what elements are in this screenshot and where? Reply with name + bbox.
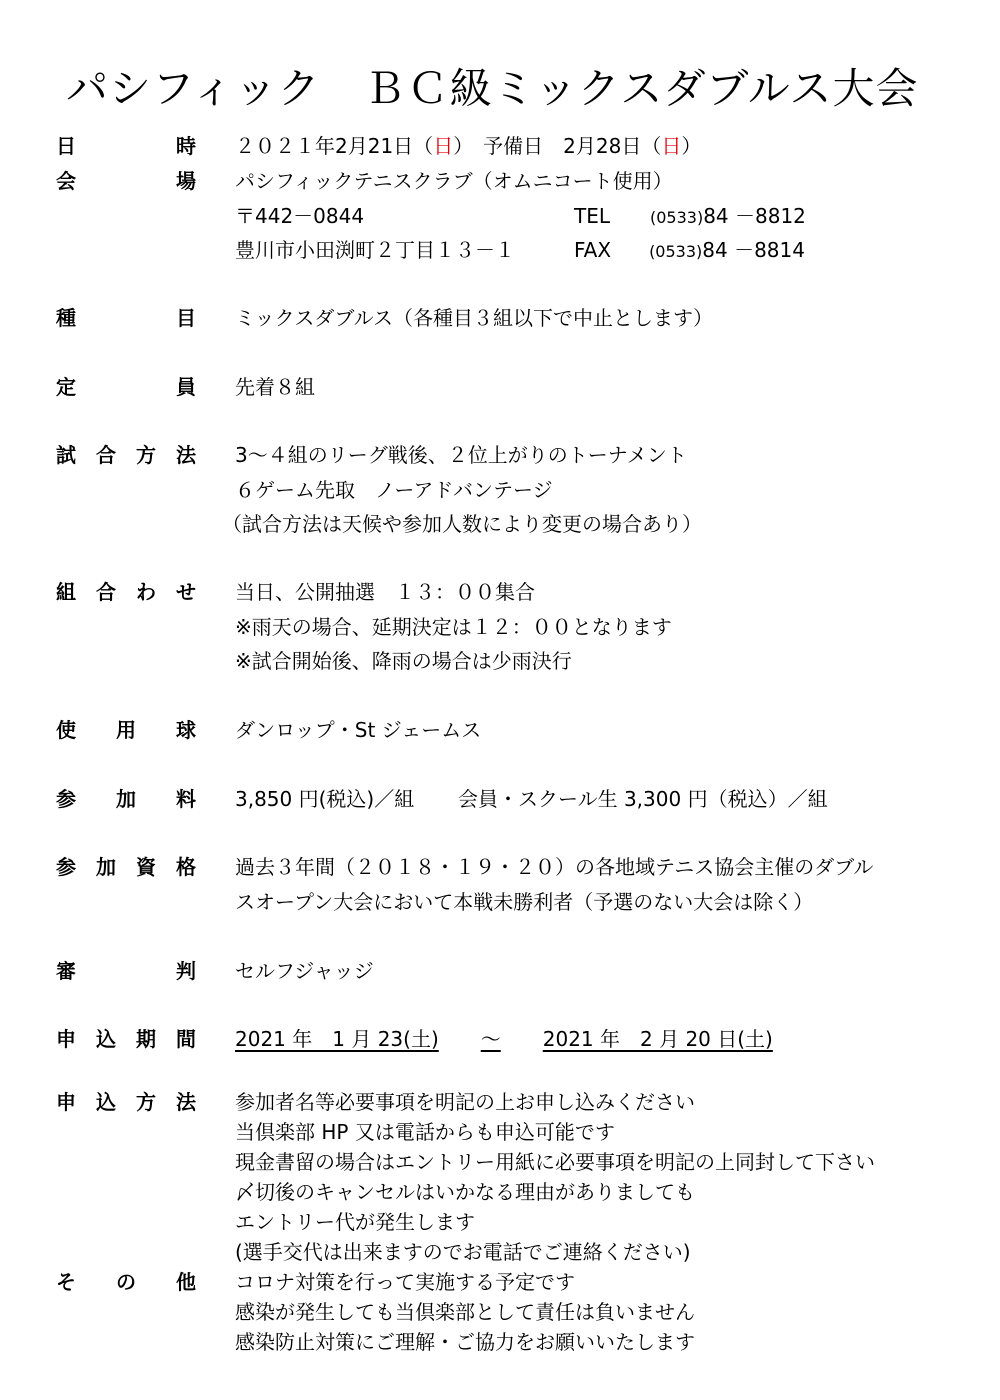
venue-tel: TEL (0533)84 －8812 (574, 204, 806, 228)
other-label: そ の 他 (56, 1270, 196, 1294)
capacity-label: 定 員 (56, 375, 196, 399)
eligibility-line: 過去３年間（２０１８・１９・２０）の各地域テニス協会主催のダブル (235, 855, 874, 879)
draw-line: ※雨天の場合、延期決定は１２：００となります (235, 615, 672, 639)
event-label: 種 目 (56, 306, 196, 330)
eligibility-label: 参 加 資 格 (56, 855, 196, 879)
venue-postal: 〒442－0844 (235, 204, 365, 228)
other-line: コロナ対策を行って実施する予定です (235, 1270, 575, 1294)
method-line: 参加者名等必要事項を明記の上お申し込みください (235, 1090, 695, 1114)
method-line: (選手交代は出来ますのでお電話でご連絡ください) (235, 1240, 691, 1264)
referee-label: 審 判 (56, 959, 196, 983)
fee-general: 3,850 円(税込)／組 (235, 787, 415, 811)
referee-value: セルフジャッジ (235, 959, 374, 983)
capacity-value: 先着８組 (235, 375, 315, 399)
venue-address: 豊川市小田渕町２丁目１３－１ (235, 238, 515, 262)
event-value: ミックスダブルス（各種目３組以下で中止とします） (235, 306, 713, 330)
date-value: ２０２１年2月21日（日） 予備日 2月28日（日） (235, 134, 702, 158)
format-line: 3～４組のリーグ戦後、２位上がりのトーナメント (235, 443, 687, 467)
sunday-mark: 日 (433, 134, 454, 158)
ball-label: 使 用 球 (56, 718, 196, 742)
draw-label: 組 合 わ せ (56, 580, 196, 604)
period-value: 2021 年 1 月 23(土) ～ 2021 年 2 月 20 日(土) (235, 1027, 773, 1051)
method-line: エントリー代が発生します (235, 1210, 475, 1234)
draw-line: 当日、公開抽選 １３：００集合 (235, 580, 535, 604)
method-label: 申 込 方 法 (56, 1090, 196, 1114)
fee-label: 参 加 料 (56, 787, 196, 811)
period-label: 申 込 期 間 (56, 1027, 196, 1051)
venue-label: 会 場 (56, 169, 196, 193)
eligibility-line: スオープン大会において本戦未勝利者（予選のない大会は除く） (235, 890, 814, 914)
other-line: 感染防止対策にご理解・ご協力をお願いいたします (235, 1330, 695, 1354)
draw-line: ※試合開始後、降雨の場合は少雨決行 (235, 649, 572, 673)
venue-fax: FAX (0533)84 －8814 (574, 238, 805, 262)
fee-member: 会員・スクール生 3,300 円（税込）／組 (458, 787, 828, 811)
page-title: パシフィック ＢＣ級ミックスダブルス大会 (66, 64, 919, 113)
other-line: 感染が発生しても当倶楽部として責任は負いません (235, 1300, 695, 1324)
venue-name: パシフィックテニスクラブ（オムニコート使用） (235, 169, 673, 193)
method-line: 〆切後のキャンセルはいかなる理由がありましても (235, 1180, 695, 1204)
format-label: 試 合 方 法 (56, 443, 196, 467)
ball-value: ダンロップ・St ジェームス (235, 718, 482, 742)
sunday-mark: 日 (661, 134, 682, 158)
format-note: （試合方法は天候や参加人数により変更の場合あり） (222, 512, 702, 536)
format-line: ６ゲーム先取 ノーアドバンテージ (235, 478, 553, 502)
method-line: 当倶楽部 HP 又は電話からも申込可能です (235, 1120, 615, 1144)
date-label: 日 時 (56, 134, 196, 158)
method-line: 現金書留の場合はエントリー用紙に必要事項を明記の上同封して下さい (235, 1150, 875, 1174)
